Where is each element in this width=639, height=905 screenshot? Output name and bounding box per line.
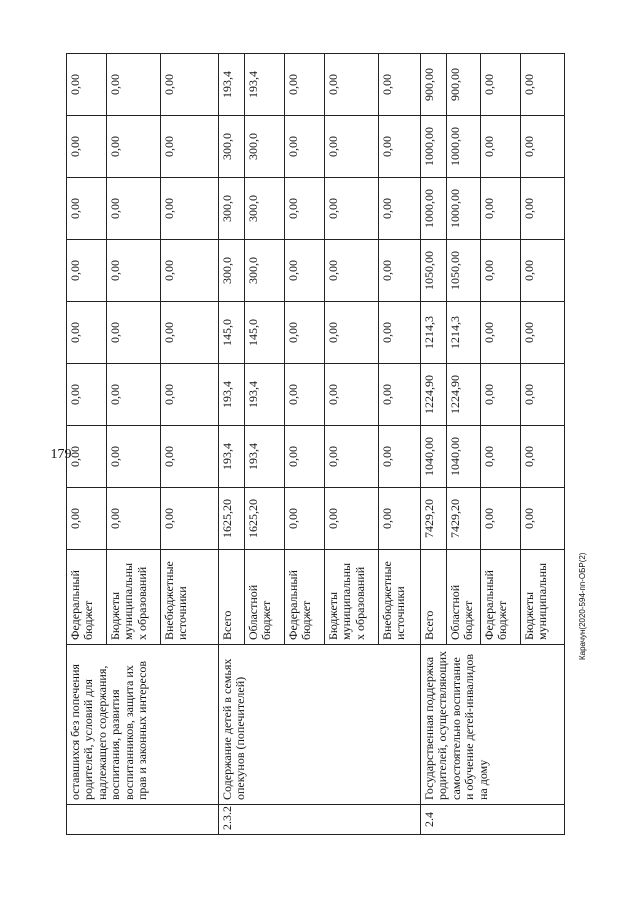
- table-row: [219, 54, 245, 835]
- value-cell: 0,00: [107, 488, 161, 550]
- row-number: 2.4: [421, 805, 565, 835]
- value-cell: 0,00: [107, 116, 161, 178]
- funding-source: Федеральный бюджет: [285, 550, 325, 645]
- value-cell: 300,0: [245, 240, 285, 302]
- value-cell: 0,00: [107, 426, 161, 488]
- value-cell: 1050,00: [421, 240, 447, 302]
- value-cell: 0,00: [481, 178, 521, 240]
- value-cell: 0,00: [67, 240, 107, 302]
- value-cell: 0,00: [521, 302, 565, 364]
- value-cell: 1214,3: [447, 302, 481, 364]
- value-cell: 0,00: [325, 54, 379, 116]
- value-cell: 300,0: [219, 116, 245, 178]
- value-cell: 0,00: [379, 302, 421, 364]
- row-number: [67, 805, 219, 835]
- value-cell: 0,00: [481, 488, 521, 550]
- value-cell: 7429,20: [447, 488, 481, 550]
- funding-source: Федеральный бюджет: [481, 550, 521, 645]
- value-cell: 1000,00: [447, 178, 481, 240]
- value-cell: 900,00: [447, 54, 481, 116]
- value-cell: 0,00: [325, 302, 379, 364]
- value-cell: 0,00: [161, 302, 219, 364]
- row-number: 2.3.2: [219, 805, 421, 835]
- value-cell: 193,4: [219, 54, 245, 116]
- measure-title: Государственная поддержка родителей, осуществляющих самостоятельно воспитание и обучение детей-инвалидов на дому: [421, 645, 565, 805]
- value-cell: 7429,20: [421, 488, 447, 550]
- value-cell: 0,00: [481, 364, 521, 426]
- value-cell: 1000,00: [421, 178, 447, 240]
- value-cell: 300,0: [245, 178, 285, 240]
- value-cell: 145,0: [245, 302, 285, 364]
- value-cell: 0,00: [107, 54, 161, 116]
- value-cell: 0,00: [521, 54, 565, 116]
- funding-source: Всего: [219, 550, 245, 645]
- value-cell: 0,00: [161, 54, 219, 116]
- value-cell: 0,00: [285, 364, 325, 426]
- value-cell: 0,00: [67, 116, 107, 178]
- funding-source: Областной бюджет: [245, 550, 285, 645]
- value-cell: 0,00: [379, 426, 421, 488]
- table-row: [421, 54, 447, 835]
- value-cell: 0,00: [325, 116, 379, 178]
- value-cell: 1224,90: [447, 364, 481, 426]
- value-cell: 1000,00: [447, 116, 481, 178]
- value-cell: 0,00: [379, 116, 421, 178]
- value-cell: 0,00: [285, 426, 325, 488]
- value-cell: 0,00: [521, 178, 565, 240]
- value-cell: 193,4: [245, 364, 285, 426]
- value-cell: 0,00: [161, 178, 219, 240]
- value-cell: 0,00: [379, 178, 421, 240]
- value-cell: 0,00: [521, 364, 565, 426]
- value-cell: 0,00: [481, 54, 521, 116]
- funding-source: Областной бюджет: [447, 550, 481, 645]
- value-cell: 1625,20: [219, 488, 245, 550]
- value-cell: 0,00: [67, 178, 107, 240]
- value-cell: 0,00: [285, 488, 325, 550]
- value-cell: 300,0: [219, 240, 245, 302]
- value-cell: 1224,90: [421, 364, 447, 426]
- value-cell: 0,00: [107, 302, 161, 364]
- value-cell: 0,00: [107, 364, 161, 426]
- value-cell: 0,00: [161, 116, 219, 178]
- value-cell: 0,00: [521, 488, 565, 550]
- funding-source: Внебюджетные источники: [379, 550, 421, 645]
- funding-source: Всего: [421, 550, 447, 645]
- funding-source: Внебюджетные источники: [161, 550, 219, 645]
- value-cell: 0,00: [285, 178, 325, 240]
- value-cell: 193,4: [245, 54, 285, 116]
- value-cell: 0,00: [379, 240, 421, 302]
- value-cell: 1625,20: [245, 488, 285, 550]
- value-cell: 0,00: [285, 240, 325, 302]
- value-cell: 0,00: [521, 116, 565, 178]
- value-cell: 0,00: [379, 54, 421, 116]
- value-cell: 0,00: [67, 302, 107, 364]
- value-cell: 0,00: [67, 364, 107, 426]
- value-cell: 1040,00: [447, 426, 481, 488]
- value-cell: 0,00: [107, 240, 161, 302]
- value-cell: 0,00: [481, 240, 521, 302]
- value-cell: 0,00: [379, 364, 421, 426]
- budget-table-rotated: [66, 55, 550, 835]
- value-cell: 0,00: [481, 302, 521, 364]
- value-cell: 1050,00: [447, 240, 481, 302]
- value-cell: 0,00: [521, 240, 565, 302]
- value-cell: 193,4: [245, 426, 285, 488]
- page-number: 179: [50, 447, 72, 462]
- value-cell: 0,00: [285, 116, 325, 178]
- funding-source: Федеральный бюджет: [67, 550, 107, 645]
- value-cell: 0,00: [285, 54, 325, 116]
- value-cell: 0,00: [325, 364, 379, 426]
- value-cell: 0,00: [521, 426, 565, 488]
- value-cell: 0,00: [285, 302, 325, 364]
- value-cell: 300,0: [245, 116, 285, 178]
- budget-table: [66, 53, 565, 835]
- value-cell: 0,00: [481, 116, 521, 178]
- value-cell: 0,00: [325, 426, 379, 488]
- measure-title: оставшихся без попечения родителей, условий для надлежащего содержания, воспитания, развития воспитанников, защита их прав и законных интересов: [67, 645, 219, 805]
- value-cell: 0,00: [67, 54, 107, 116]
- value-cell: 0,00: [325, 488, 379, 550]
- funding-source: Бюджеты муниципальны: [521, 550, 565, 645]
- value-cell: 1214,3: [421, 302, 447, 364]
- funding-source: Бюджеты муниципальны х образований: [325, 550, 379, 645]
- value-cell: 0,00: [107, 178, 161, 240]
- value-cell: 145,0: [219, 302, 245, 364]
- value-cell: 0,00: [67, 426, 107, 488]
- value-cell: 0,00: [161, 240, 219, 302]
- measure-title: Содержание детей в семьях опекунов (попечителей): [219, 645, 421, 805]
- value-cell: 1040,00: [421, 426, 447, 488]
- value-cell: 193,4: [219, 364, 245, 426]
- funding-source: Бюджеты муниципальны х образований: [107, 550, 161, 645]
- table-row: [67, 54, 107, 835]
- value-cell: 0,00: [481, 426, 521, 488]
- value-cell: 0,00: [161, 426, 219, 488]
- value-cell: 0,00: [67, 488, 107, 550]
- value-cell: 0,00: [161, 364, 219, 426]
- value-cell: 1000,00: [421, 116, 447, 178]
- value-cell: 193,4: [219, 426, 245, 488]
- value-cell: 0,00: [325, 178, 379, 240]
- value-cell: 0,00: [325, 240, 379, 302]
- value-cell: 0,00: [379, 488, 421, 550]
- value-cell: 900,00: [421, 54, 447, 116]
- value-cell: 0,00: [161, 488, 219, 550]
- value-cell: 300,0: [219, 178, 245, 240]
- footer-text: Карачун(2020-594-пп-ОБР(2): [578, 552, 587, 660]
